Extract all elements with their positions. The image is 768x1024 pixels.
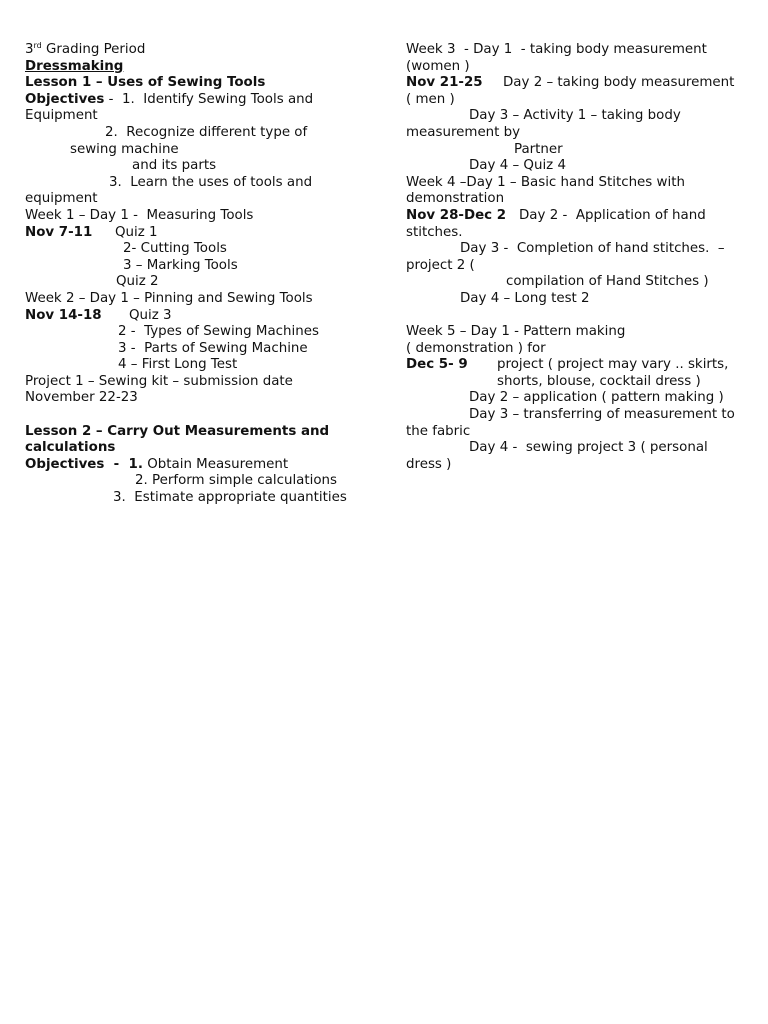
- week2-date: Nov 14-18: [25, 307, 102, 323]
- week2-day1: Week 2 – Day 1 – Pinning and Sewing Tools: [25, 290, 313, 306]
- objective-3: 3. Learn the uses of tools and: [109, 174, 313, 190]
- week3-day2: Day 2 – taking body measurement: [503, 75, 735, 91]
- grading-text: Grading Period: [41, 42, 146, 57]
- lesson1-objective-1: [25, 92, 313, 109]
- week5-day3: Day 3 – transferring of measurement to: [469, 407, 735, 423]
- lesson2-title-continued: calculations: [25, 440, 116, 456]
- week4-day3-compilation: compilation of Hand Stitches ): [506, 274, 709, 290]
- lesson2-objective-3: 3. Estimate appropriate quantities: [113, 490, 347, 506]
- week2-quiz3: Quiz 3: [129, 307, 172, 323]
- week2-day2: 2 - Types of Sewing Machines: [118, 324, 319, 340]
- subject-title: Dressmaking: [25, 58, 124, 74]
- week3-date: Nov 21-25: [406, 75, 483, 91]
- lesson2-objective-2: 2. Perform simple calculations: [135, 473, 337, 489]
- week1-day2: 2- Cutting Tools: [123, 241, 227, 257]
- week5-day1: Week 5 – Day 1 - Pattern making: [406, 324, 626, 340]
- week4-day1: Week 4 –Day 1 – Basic hand Stitches with: [406, 174, 685, 190]
- week3-day3: Day 3 – Activity 1 – taking body: [469, 108, 681, 124]
- objective-3-continued: equipment: [25, 191, 98, 207]
- week5-day3-continued: the fabric: [406, 423, 471, 439]
- week5-project-continued: shorts, blouse, cocktail dress ): [497, 373, 701, 389]
- week4-day3-continued: project 2 (: [406, 257, 475, 273]
- objective-1-continued: Equipment: [25, 108, 98, 124]
- week1-quiz1: Quiz 1: [115, 224, 158, 240]
- week1-quiz2: Quiz 2: [116, 274, 159, 290]
- week3-day3-partner: Partner: [514, 141, 563, 157]
- week5-day4: Day 4 - sewing project 3 ( personal: [469, 440, 708, 456]
- objective-2-continued-1: sewing machine: [70, 141, 179, 157]
- grading-number: 3: [25, 42, 34, 57]
- week3-day1-continued: (women ): [406, 58, 470, 74]
- week5-day4-continued: dress ): [406, 456, 452, 472]
- week4-date: Nov 28-Dec 2: [406, 207, 507, 223]
- week5-day1-continued: ( demonstration ) for: [406, 340, 546, 356]
- objective-1-text: - 1. Identify Sewing Tools and: [104, 91, 314, 107]
- grading-superscript: rd: [33, 41, 42, 50]
- objective-2-continued-2: and its parts: [132, 158, 217, 174]
- week4-day2-continued: stitches.: [406, 224, 463, 240]
- lesson1-title: Lesson 1 – Uses of Sewing Tools: [25, 75, 266, 91]
- week4-day1-continued: demonstration: [406, 191, 505, 207]
- objectives-label: Objectives: [25, 91, 105, 107]
- lesson2-objective-1-text: Obtain Measurement: [142, 456, 289, 472]
- project1-date: November 22-23: [25, 390, 138, 406]
- objective-2: 2. Recognize different type of: [105, 124, 308, 140]
- week4-day2: Day 2 - Application of hand: [519, 207, 706, 223]
- project1-line: Project 1 – Sewing kit – submission date: [25, 373, 293, 389]
- week5-day2: Day 2 – application ( pattern making ): [469, 390, 724, 406]
- grading-period: [25, 42, 145, 59]
- week5-project: project ( project may vary .. skirts,: [497, 357, 729, 373]
- week1-day1: Week 1 – Day 1 - Measuring Tools: [25, 207, 254, 223]
- right-column: [406, 42, 751, 473]
- lesson2-title: Lesson 2 – Carry Out Measurements and: [25, 423, 330, 439]
- week4-day4: Day 4 – Long test 2: [460, 290, 590, 306]
- week2-day3: 3 - Parts of Sewing Machine: [118, 340, 308, 356]
- left-column: [25, 42, 370, 507]
- week3-day3-continued: measurement by: [406, 124, 521, 140]
- week4-day3: Day 3 - Completion of hand stitches. –: [460, 241, 725, 257]
- week5-date: Dec 5- 9: [406, 357, 468, 373]
- week1-date: Nov 7-11: [25, 224, 93, 240]
- lesson2-objectives-label: Objectives - 1.: [25, 456, 143, 472]
- week1-day3: 3 – Marking Tools: [123, 257, 238, 273]
- grading-period-line: [25, 42, 370, 59]
- week3-day4: Day 4 – Quiz 4: [469, 158, 566, 174]
- week2-day4: 4 – First Long Test: [118, 357, 238, 373]
- lesson2-objective-1: [25, 457, 288, 474]
- week3-day2-continued: ( men ): [406, 91, 455, 107]
- week3-day1: Week 3 - Day 1 - taking body measurement: [406, 42, 707, 57]
